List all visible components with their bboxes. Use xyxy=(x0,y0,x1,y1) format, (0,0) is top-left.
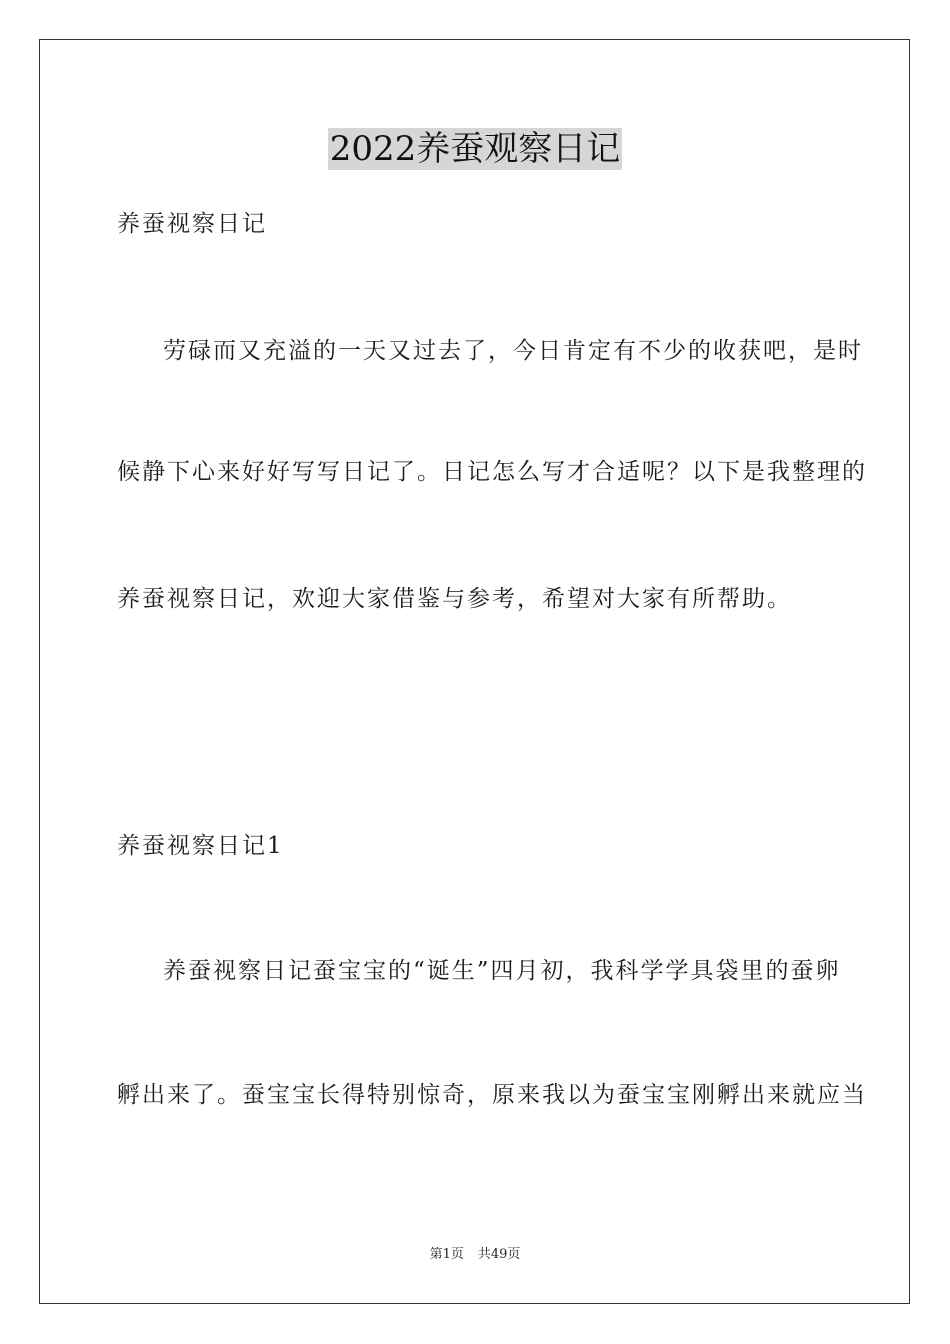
paragraph-line: 养蚕视察日记，欢迎大家借鉴与参考，希望对大家有所帮助。 xyxy=(117,586,792,612)
page-number: 第1页 xyxy=(429,1247,464,1262)
paragraph-line: 候静下心来好好写写日记了。日记怎么写才合适呢？以下是我整理的 xyxy=(117,459,867,485)
page-footer xyxy=(0,1246,950,1264)
title-container xyxy=(0,128,950,170)
paragraph-line: 养蚕视察日记蚕宝宝的“诞生”四月初，我科学学具袋里的蚕卵 xyxy=(163,958,841,984)
section-heading: 养蚕视察日记 xyxy=(117,211,267,237)
page-total: 共49页 xyxy=(477,1247,521,1262)
section-heading: 养蚕视察日记1 xyxy=(117,833,284,859)
document-title: 2022养蚕观察日记 xyxy=(329,129,621,169)
paragraph-line: 孵出来了。蚕宝宝长得特别惊奇，原来我以为蚕宝宝刚孵出来就应当 xyxy=(117,1082,867,1108)
paragraph-line: 劳碌而又充溢的一天又过去了，今日肯定有不少的收获吧，是时 xyxy=(163,338,863,364)
